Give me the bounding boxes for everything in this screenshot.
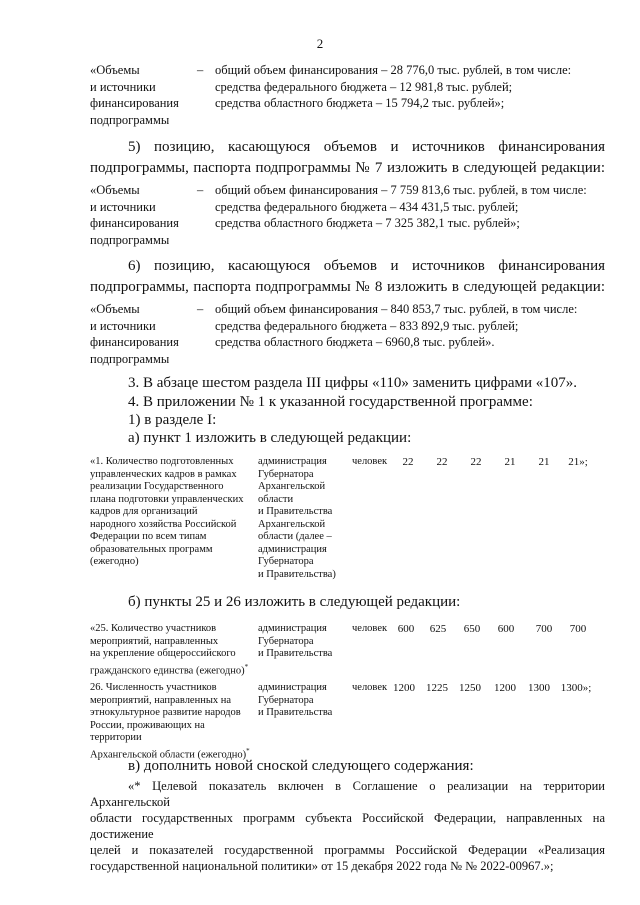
responsible: администрация Губернатора и Правительства [258, 682, 333, 718]
item-4-a: а) пункт 1 изложить в следующей редакции: [128, 430, 412, 446]
responsible: администрация Губернатора и Правительства [258, 623, 333, 659]
value-cell: 625 [429, 623, 447, 635]
item-4: 4. В приложении № 1 к указанной государственной программе: [128, 394, 533, 410]
value-cell: 1250 [459, 682, 481, 694]
value-cell: 700 [535, 623, 553, 635]
block-dash: – [197, 302, 204, 316]
block-text: общий объем финансирования – 28 776,0 тыс. рублей, в том числе: средства федерального бюджета – 12 981,8 тыс. рублей; средства областного бюджета – 15 794,2 тыс. рублей»; [215, 63, 572, 110]
block-label: «Объемы и источники финансирования подпрограммы [90, 302, 179, 366]
footnote-mark: * [244, 662, 249, 671]
financing-block-8 [90, 301, 610, 369]
indicator-name: «25. Количество участников мероприятий, направленных на укрепление общероссийского гражданского единства (ежегодно)* [90, 623, 249, 676]
value-cell: 1200 [494, 682, 516, 694]
indicator-name: 26. Численность участников мероприятий, направленных на этнокультурное развитие народов России, проживающих на территории Архангельской области (ежегодно)* [90, 682, 250, 760]
value-cell: 1200 [393, 682, 415, 694]
table-row [90, 682, 610, 760]
item-4-1: 1) в разделе I: [128, 412, 217, 428]
value-cell: 1300 [528, 682, 550, 694]
value-cell: 21 [538, 456, 550, 468]
block-dash: – [197, 183, 204, 197]
responsible: администрация Губернатора Архангельской области и Правительства Архангельской области (далее – администрация Губернатора и Правительства) [258, 456, 336, 580]
financing-block-7 [90, 182, 610, 250]
table-row [90, 456, 610, 581]
paragraph-5: 5) позицию, касающуюся объемов и источников финансирования подпрограммы, паспорта подпрограммы № 7 изложить в следующей редакции: [90, 139, 605, 176]
block-text: общий объем финансирования – 7 759 813,6 тыс. рублей, в том числе: средства федерального бюджета – 434 431,5 тыс. рублей; средства областного бюджета – 7 325 382,1 тыс. рублей»; [215, 183, 587, 230]
footnote-text: «* Целевой показатель включен в Соглашение о реализации на территории Архангельской области государственных программ субъекта Российской Федерации, направленных на достижение целей и показателей государственной программы Российской Федерации «Реализация государственной национальной политики» от 15 декабря 2022 года № № 2022-00967.»; [90, 779, 605, 873]
block-label: «Объемы и источники финансирования подпрограммы [90, 183, 179, 247]
item-4-v: в) дополнить новой сноской следующего содержания: [128, 758, 474, 774]
financing-block-4 [90, 62, 610, 130]
page-number: 2 [316, 36, 324, 51]
value-cell: 21 [504, 456, 516, 468]
value-cell: 21»; [568, 456, 588, 468]
table-row [90, 623, 610, 676]
value-cell: 22 [402, 456, 414, 468]
block-text: общий объем финансирования – 840 853,7 тыс. рублей, в том числе: средства федерального бюджета – 833 892,9 тыс. рублей; средства областного бюджета – 6960,8 тыс. рублей». [215, 302, 578, 349]
footnote-mark: * [246, 746, 250, 755]
item-4-b: б) пункты 25 и 26 изложить в следующей редакции: [128, 594, 461, 610]
value-cell: 1300»; [560, 682, 592, 694]
value-cell: 600 [397, 623, 415, 635]
value-cell: 22 [470, 456, 482, 468]
block-label: «Объемы и источники финансирования подпрограммы [90, 63, 179, 127]
indicator-name: «1. Количество подготовленных управленческих кадров в рамках реализации Государственного плана подготовки управленческих кадров для организаций народного хозяйства Российской Федерации по всем типам образовательных программ (ежегодно) [90, 456, 244, 567]
paragraph-6: 6) позицию, касающуюся объемов и источников финансирования подпрограммы, паспорта подпрограммы № 8 изложить в следующей редакции: [90, 258, 605, 295]
value-cell: 22 [436, 456, 448, 468]
item-3: 3. В абзаце шестом раздела III цифры «110» заменить цифрами «107». [128, 375, 578, 391]
value-cell: 700 [569, 623, 587, 635]
value-cell: 650 [463, 623, 481, 635]
unit: человек [352, 682, 388, 693]
value-cell: 600 [497, 623, 515, 635]
value-cell: 1225 [426, 682, 448, 694]
unit: человек [352, 623, 388, 634]
unit: человек [352, 456, 388, 467]
block-dash: – [197, 63, 204, 77]
